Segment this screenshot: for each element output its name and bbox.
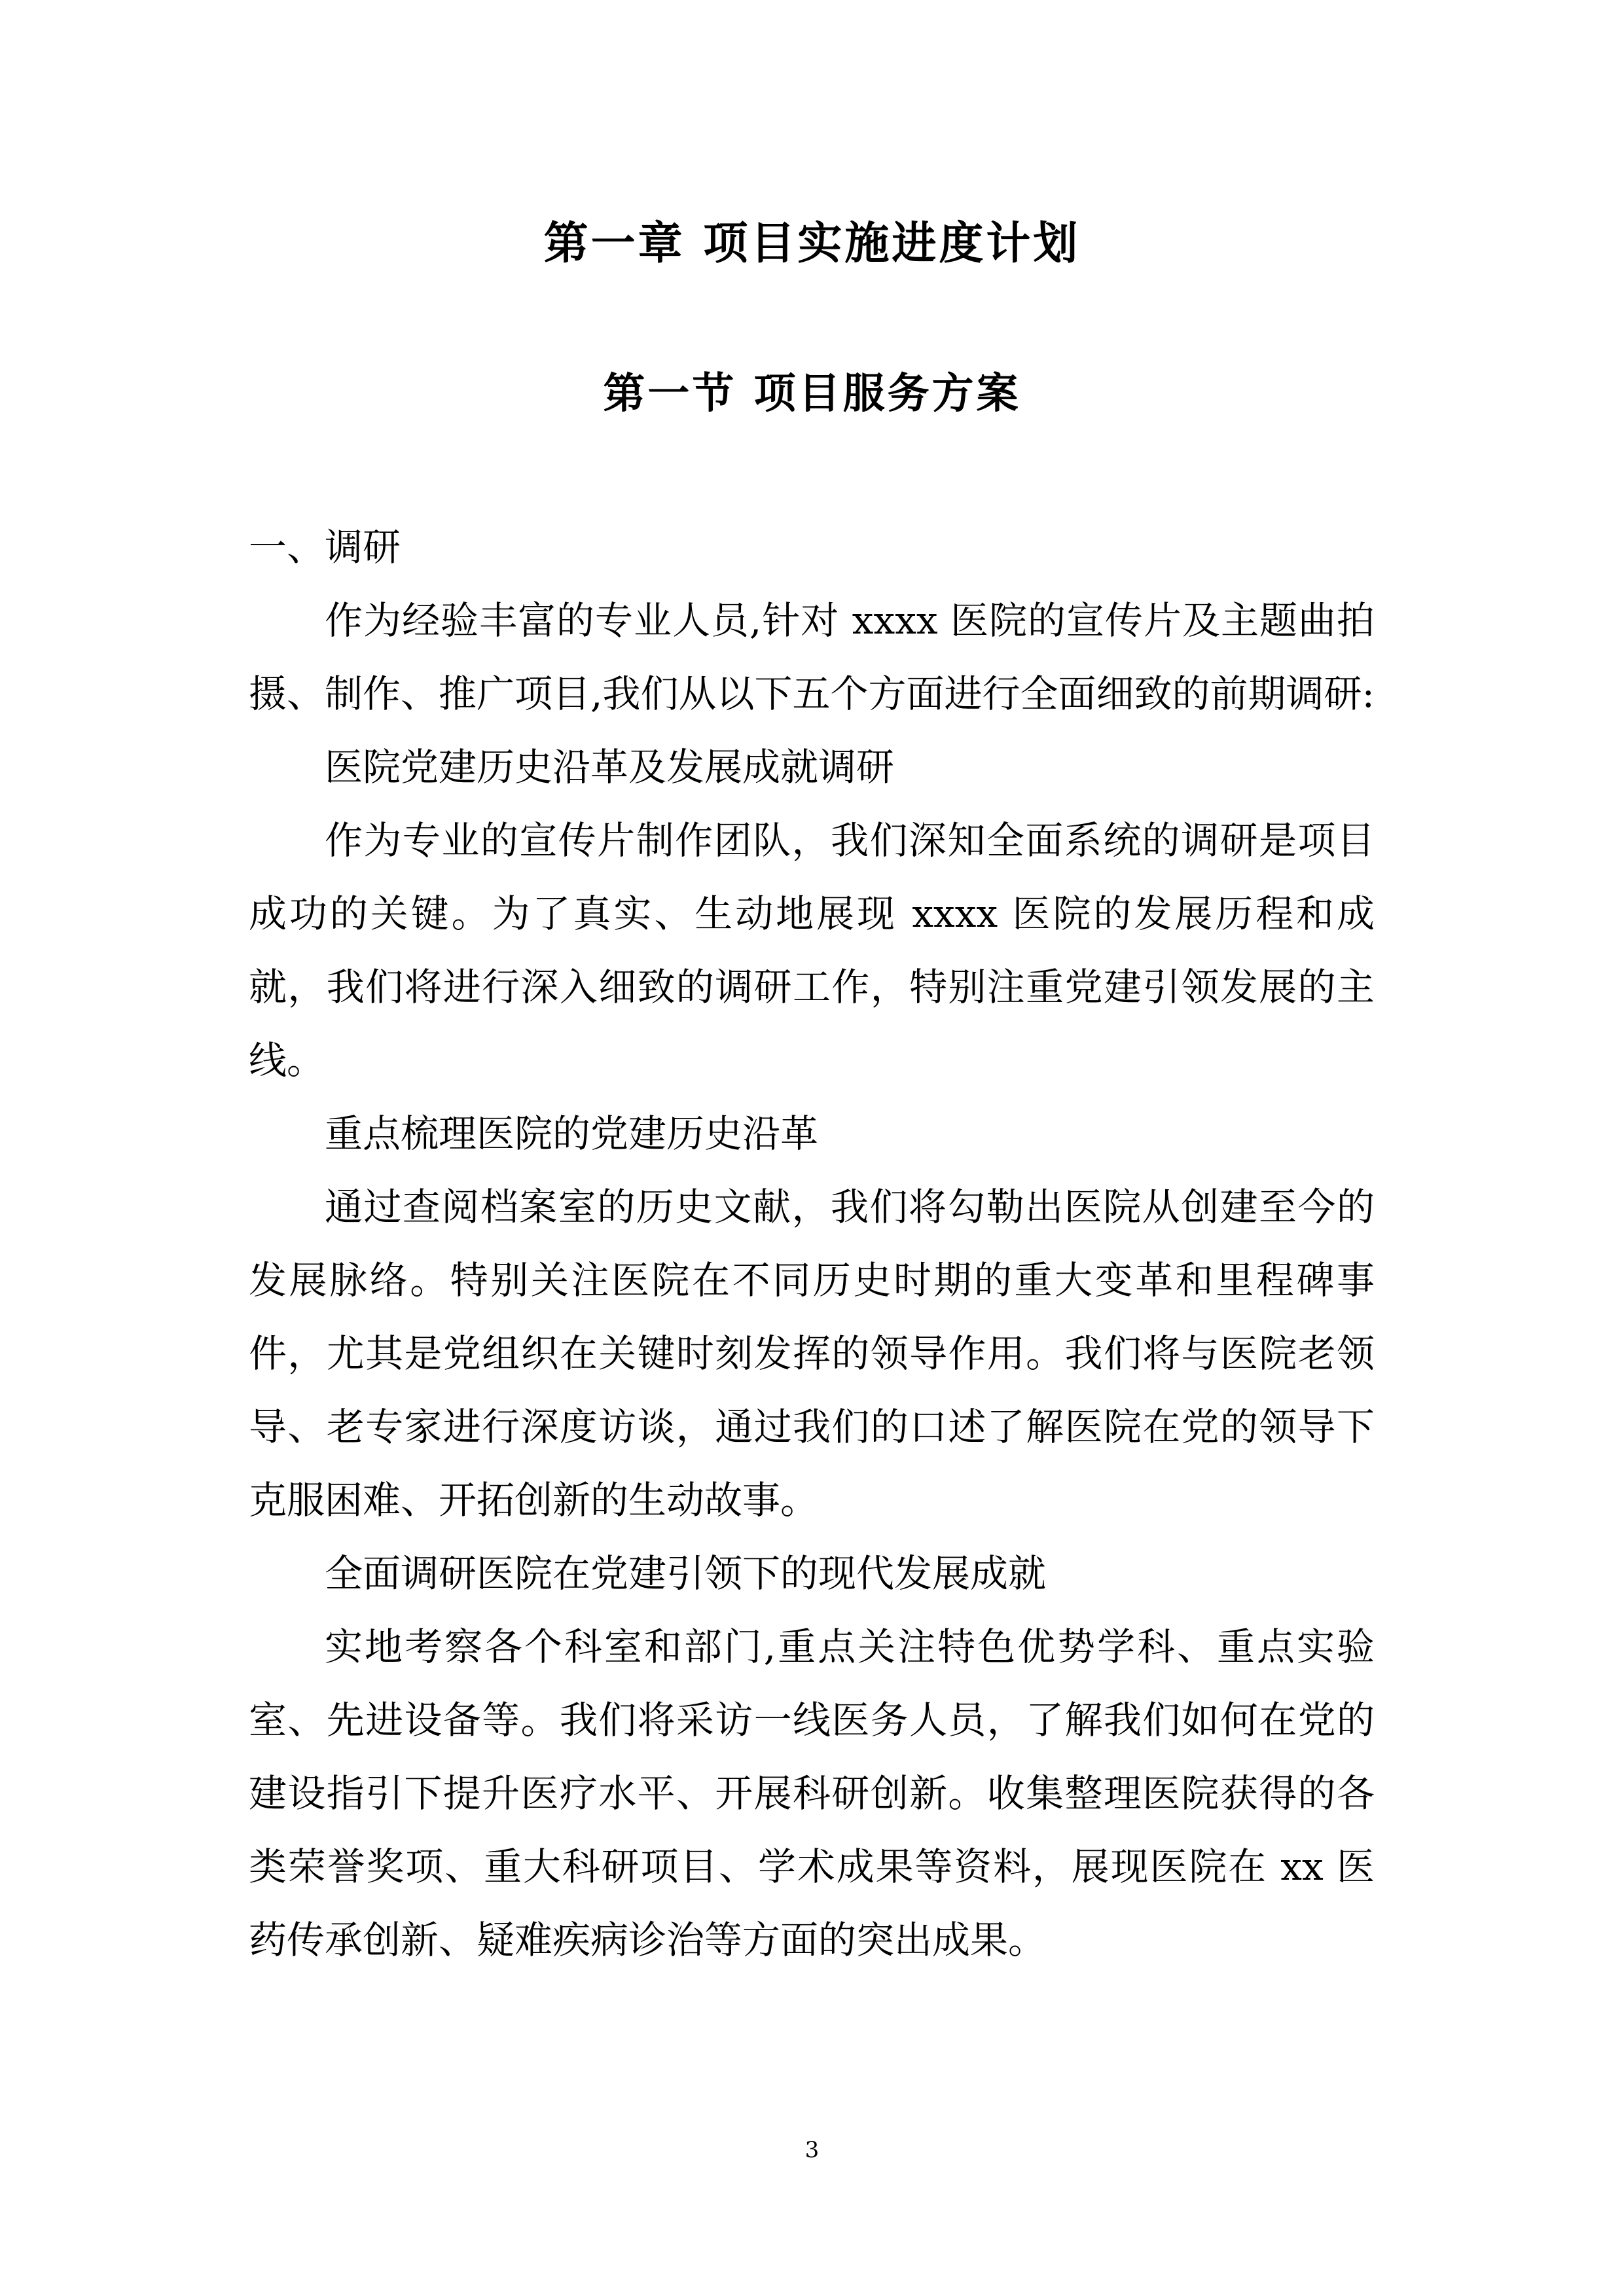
- page-number: 3: [804, 2137, 820, 2163]
- paragraph-subheading: 全面调研医院在党建引领下的现代发展成就: [325, 1551, 1047, 1596]
- chapter-title: 第一章 项目实施进度计划: [543, 217, 1081, 270]
- paragraph: 作为专业的宣传片制作团队，我们深知全面系统的调研是项目成功的关键。为了真实、生动地展现 xxxx 医院的发展历程和成就，我们将进行深入细致的调研工作，特别注重党建引领发展的主线。: [249, 818, 1375, 1083]
- paragraph-subheading: 医院党建历史沿革及发展成就调研: [325, 745, 895, 789]
- paragraph: 实地考察各个科室和部门,重点关注特色优势学科、重点实验室、先进设备等。我们将采访一线医务人员，了解我们如何在党的建设指引下提升医疗水平、开展科研创新。收集整理医院获得的各类荣誉奖项、重大科研项目、学术成果等资料，展现医院在 xx 医药传承创新、疑难疾病诊治等方面的突出成果。: [249, 1624, 1375, 1962]
- paragraph-subheading: 重点梳理医院的党建历史沿革: [325, 1111, 819, 1156]
- paragraph: 通过查阅档案室的历史文献，我们将勾勒出医院从创建至今的发展脉络。特别关注医院在不同历史时期的重大变革和里程碑事件，尤其是党组织在关键时刻发挥的领导作用。我们将与医院老领导、老专家进行深度访谈，通过我们的口述了解医院在党的领导下克服困难、开拓创新的生动故事。: [249, 1185, 1375, 1522]
- paragraph: 作为经验丰富的专业人员,针对 xxxx 医院的宣传片及主题曲拍摄、制作、推广项目,我们从以下五个方面进行全面细致的前期调研:: [249, 598, 1375, 716]
- subsection-heading: 一、调研: [249, 525, 401, 569]
- document-body: [249, 511, 1375, 1977]
- section-title: 第一节 项目服务方案: [603, 369, 1021, 418]
